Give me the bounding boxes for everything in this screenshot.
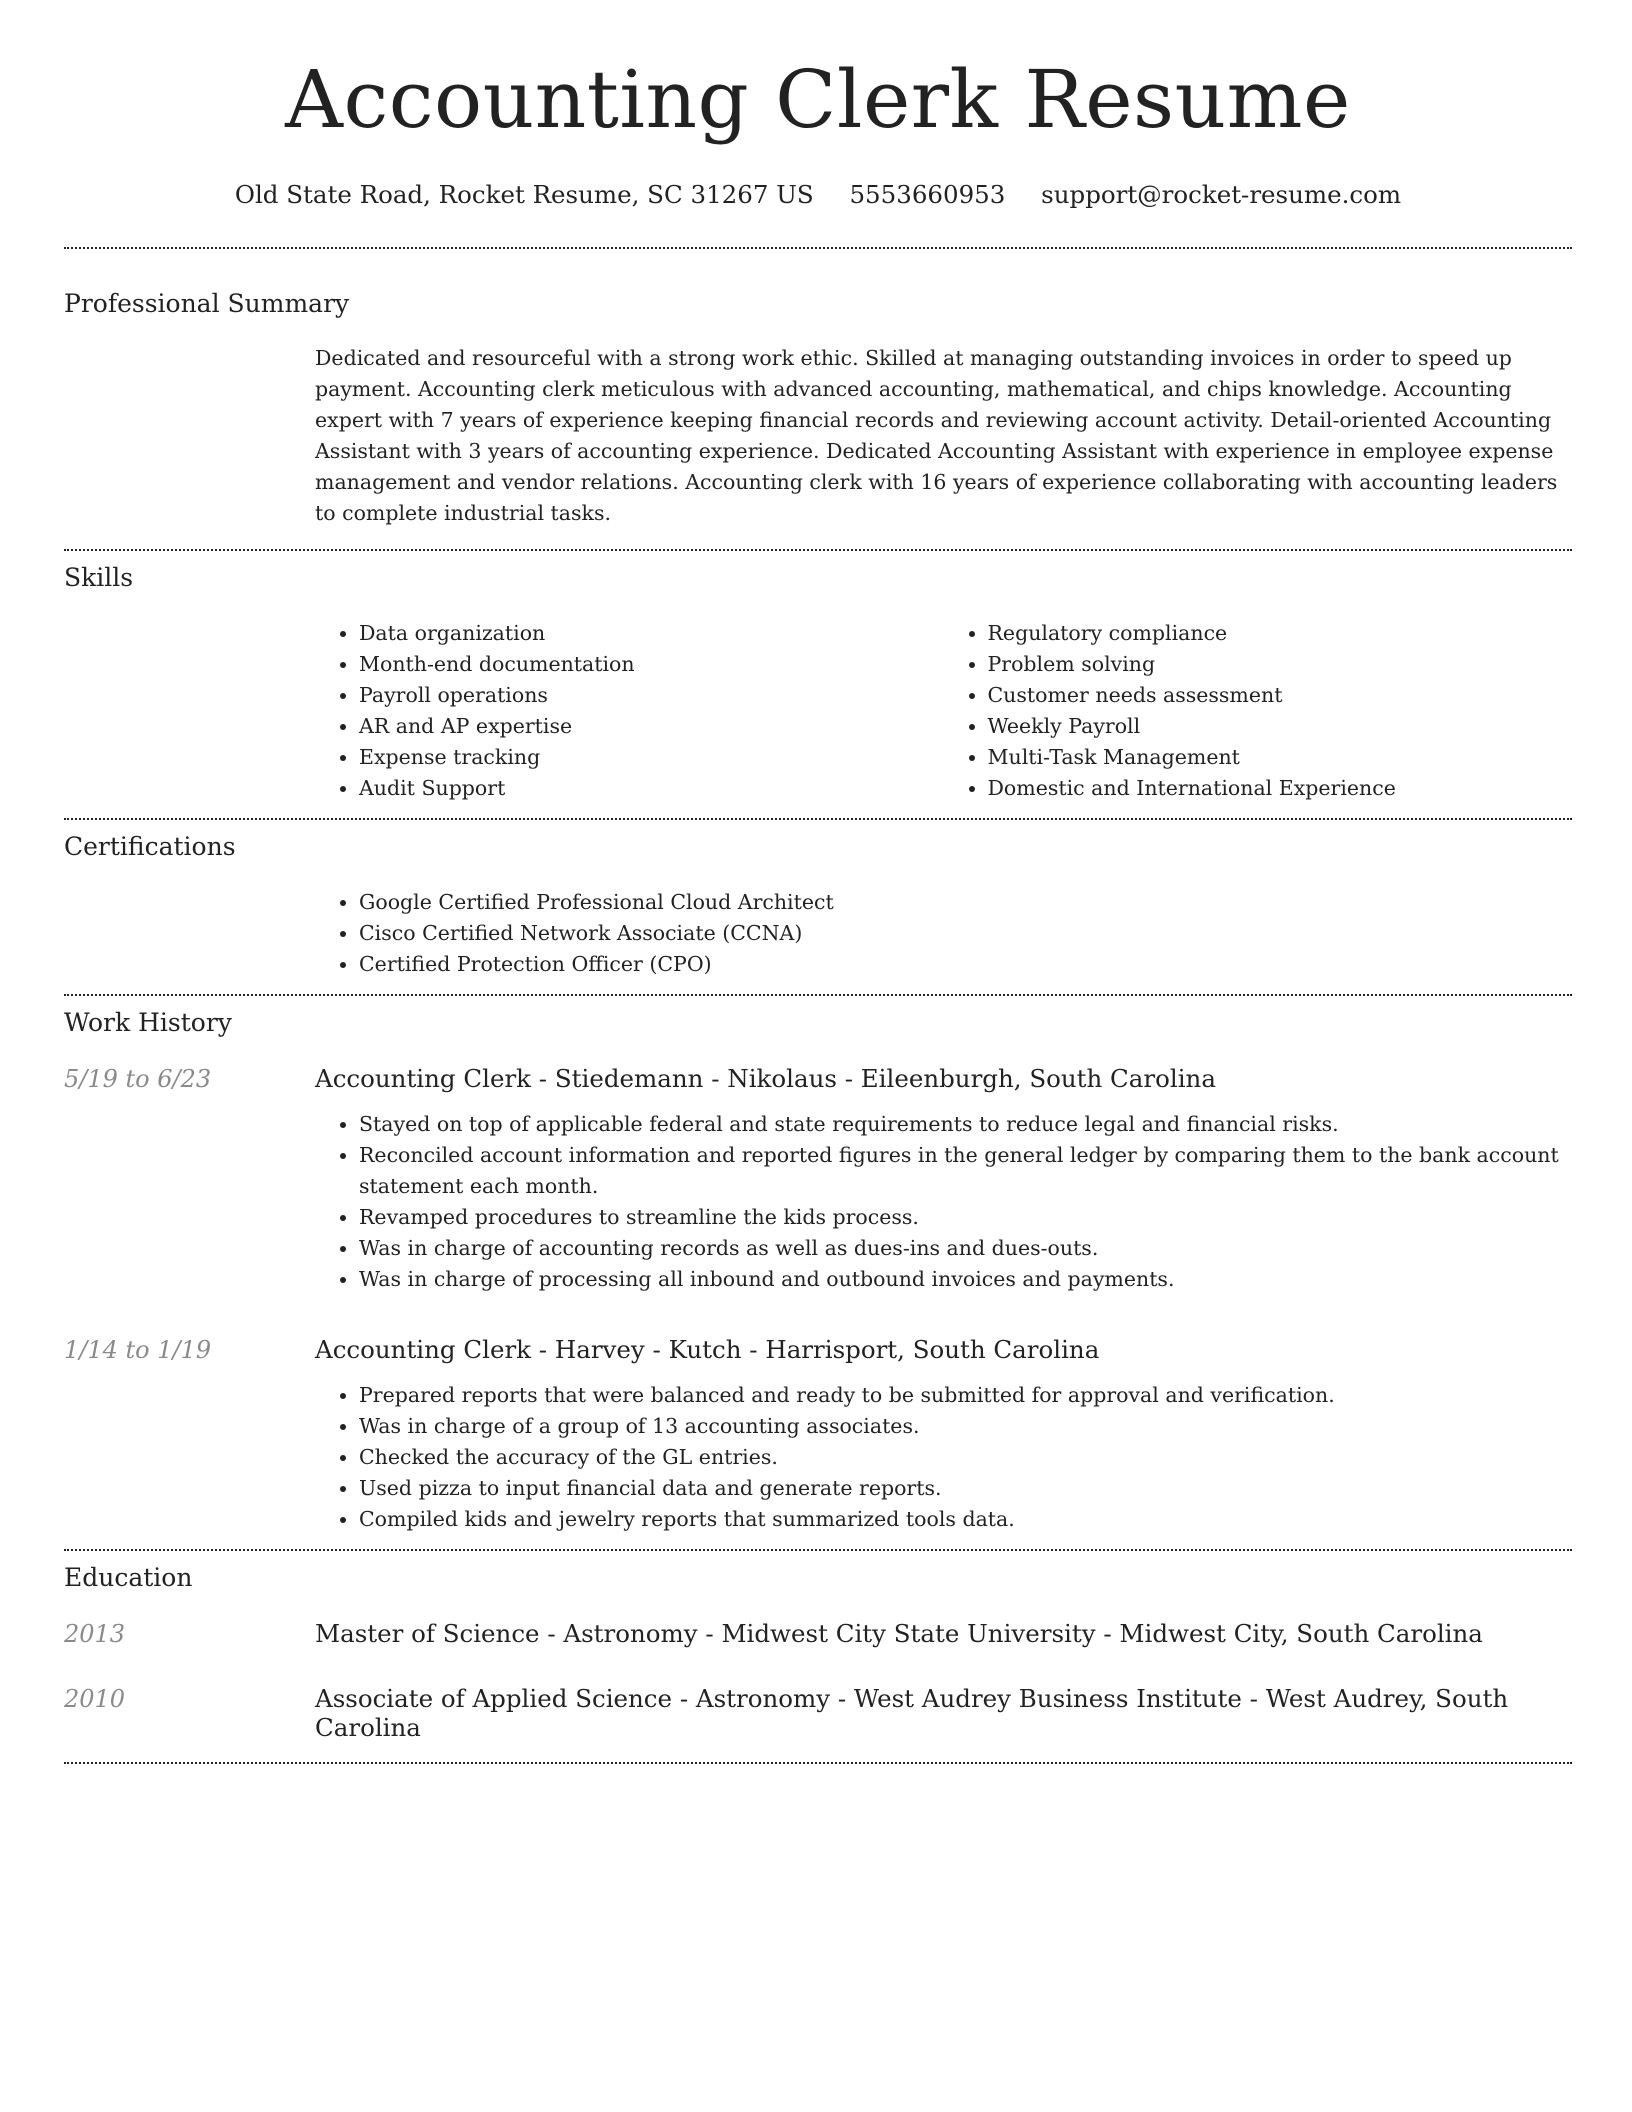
list-item: • Customer needs assessment xyxy=(988,680,1573,711)
education-year: 2010 xyxy=(64,1685,126,1713)
list-item: • Multi-Task Management xyxy=(988,742,1573,773)
education-entry xyxy=(64,1684,1572,1742)
work-section xyxy=(64,996,1572,1535)
job-bullet-list xyxy=(315,1109,1572,1295)
education-heading: Education xyxy=(64,1563,193,1592)
skills-list-left xyxy=(315,618,944,804)
list-item: • Domestic and International Experience xyxy=(988,773,1573,804)
list-item: • Data organization xyxy=(359,618,944,649)
skills-list-right xyxy=(944,618,1573,804)
list-item: • Problem solving xyxy=(988,649,1573,680)
job-title: Accounting Clerk - Harvey - Kutch - Harrisport, South Carolina xyxy=(315,1335,1100,1364)
list-item: • Month-end documentation xyxy=(359,649,944,680)
list-item: • Was in charge of accounting records as well as dues-ins and dues-outs. xyxy=(359,1233,1572,1264)
list-item: • Was in charge of processing all inbound and outbound invoices and payments. xyxy=(359,1264,1572,1295)
resume-page xyxy=(64,0,1572,1764)
section-divider xyxy=(64,1762,1572,1764)
list-item: • Expense tracking xyxy=(359,742,944,773)
job-dates: 5/19 to 6/23 xyxy=(64,1065,212,1093)
job-bullets xyxy=(315,1109,1572,1295)
contact-email: support@rocket-resume.com xyxy=(1041,180,1402,209)
summary-text: Dedicated and resourceful with a strong work ethic. Skilled at managing outstanding invoices in order to speed up payment. Accounting clerk meticulous with advanced accounting, mathematical, and chips knowledge. Accounting expert with 7 years of experience keeping financial records and reviewing account activity. Detail-oriented Accounting Assistant with 3 years of accounting experience. Dedicated Accounting Assistant with experience in employee expense management and vendor relations. Accounting clerk with 16 years of experience collaborating with accounting leaders to complete industrial tasks. xyxy=(315,346,1558,525)
contact-phone: 5553660953 xyxy=(849,180,1006,209)
job-title: Accounting Clerk - Stiedemann - Nikolaus - Eileenburgh, South Carolina xyxy=(315,1064,1216,1093)
list-item: • AR and AP expertise xyxy=(359,711,944,742)
list-item: • Cisco Certified Network Associate (CCNA) xyxy=(359,918,1572,949)
list-item: • Stayed on top of applicable federal and state requirements to reduce legal and financial risks. xyxy=(359,1109,1572,1140)
job-dates: 1/14 to 1/19 xyxy=(64,1336,212,1364)
education-section xyxy=(64,1551,1572,1742)
certifications-section xyxy=(64,820,1572,980)
education-degree: Master of Science - Astronomy - Midwest City State University - Midwest City, South Carolina xyxy=(315,1619,1483,1648)
certifications-heading: Certifications xyxy=(64,832,236,861)
list-item: • Audit Support xyxy=(359,773,944,804)
list-item: • Compiled kids and jewelry reports that summarized tools data. xyxy=(359,1504,1572,1535)
job-bullet-list xyxy=(315,1380,1572,1535)
certifications-list xyxy=(315,887,1572,980)
skills-content xyxy=(315,618,1572,804)
education-degree: Associate of Applied Science - Astronomy - West Audrey Business Institute - West Audrey, South Carolina xyxy=(315,1684,1509,1742)
job-header xyxy=(64,1335,1572,1364)
list-item: • Used pizza to input financial data and generate reports. xyxy=(359,1473,1572,1504)
job-bullets xyxy=(315,1380,1572,1535)
list-item: • Certified Protection Officer (CPO) xyxy=(359,949,1572,980)
list-item: • Weekly Payroll xyxy=(988,711,1573,742)
resume-title: Accounting Clerk Resume xyxy=(285,53,1351,146)
summary-section xyxy=(64,249,1572,529)
job-header xyxy=(64,1064,1572,1093)
contact-address: Old State Road, Rocket Resume, SC 31267 US xyxy=(234,180,814,209)
list-item: • Revamped procedures to streamline the kids process. xyxy=(359,1202,1572,1233)
contact-line xyxy=(64,180,1572,210)
work-heading: Work History xyxy=(64,1008,232,1037)
skills-section xyxy=(64,551,1572,804)
list-item: • Reconciled account information and reported figures in the general ledger by comparing them to the bank account statement each month. xyxy=(359,1140,1572,1202)
skills-heading: Skills xyxy=(64,563,134,592)
summary-content xyxy=(315,343,1572,529)
list-item: • Checked the accuracy of the GL entries. xyxy=(359,1442,1572,1473)
list-item: • Google Certified Professional Cloud Architect xyxy=(359,887,1572,918)
job-entry xyxy=(64,1335,1572,1535)
list-item: • Payroll operations xyxy=(359,680,944,711)
list-item: • Regulatory compliance xyxy=(988,618,1573,649)
list-item: • Prepared reports that were balanced and ready to be submitted for approval and verification. xyxy=(359,1380,1572,1411)
list-item: • Was in charge of a group of 13 accounting associates. xyxy=(359,1411,1572,1442)
education-entry xyxy=(64,1619,1572,1648)
summary-heading: Professional Summary xyxy=(64,289,350,318)
job-entry xyxy=(64,1064,1572,1295)
education-year: 2013 xyxy=(64,1620,126,1648)
certifications-content xyxy=(315,887,1572,980)
